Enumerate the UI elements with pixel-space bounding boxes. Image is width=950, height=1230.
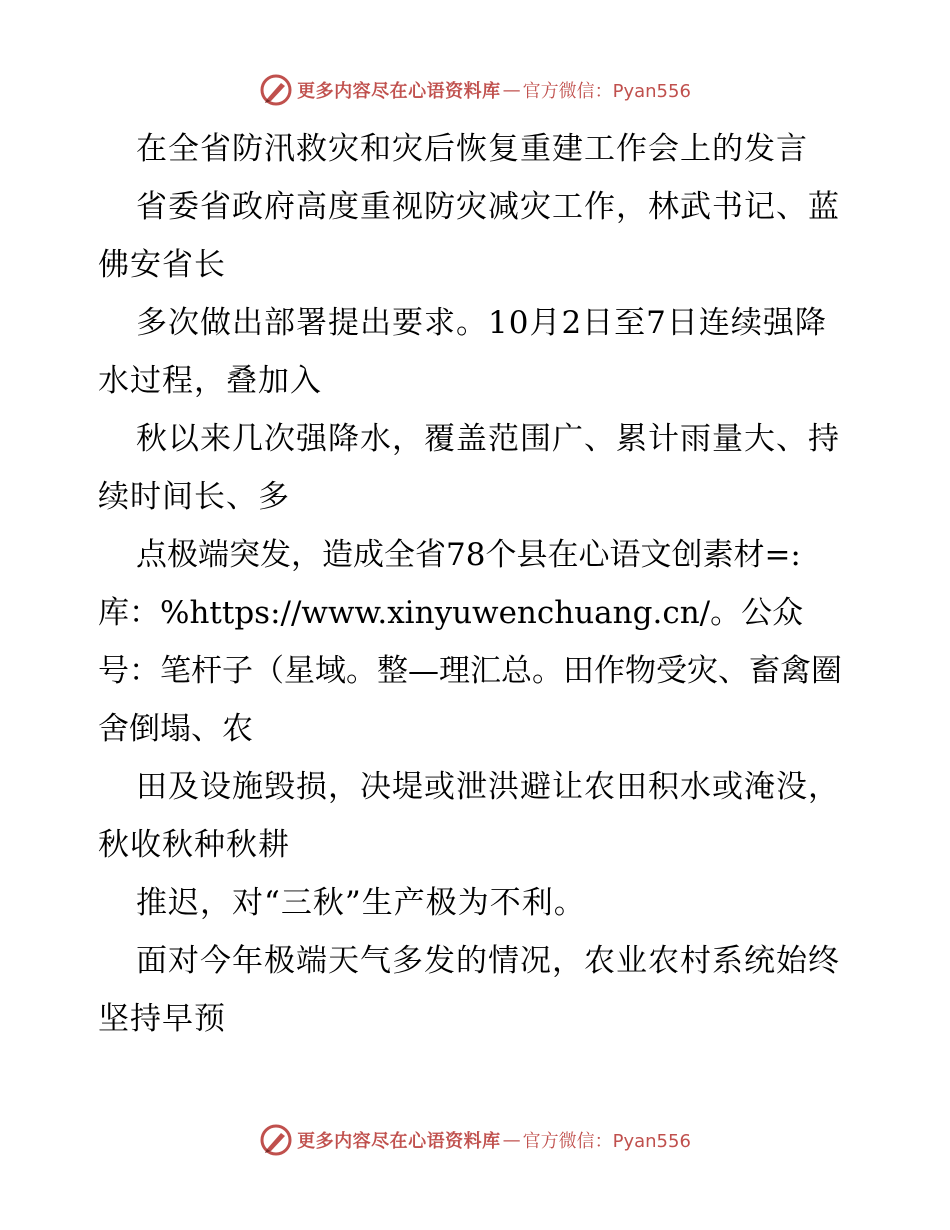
watermark-wechat-text: 官方微信：Pyan556: [522, 1131, 691, 1152]
paragraph: 推迟，对“三秋”生产极为不利。: [136, 885, 586, 921]
paragraph-title: 在全省防汛救灾和灾后恢复重建工作会上的发言: [136, 131, 808, 167]
paragraph: 多次做出部署提出要求。10月2日至7日连续强降水过程，叠加入: [98, 305, 827, 399]
pen-logo-icon: [259, 73, 293, 107]
watermark-dash: —: [502, 79, 521, 101]
paragraph: 秋以来几次强降水，覆盖范围广、累计雨量大、持续时间长、多: [98, 421, 840, 515]
paragraph: 点极端突发，造成全省78个县在心语文创素材=:库：%https://www.xinyuwenchuang.cn/。公众号：笔杆子（星域。整—理汇总。田作物受灾、畜禽圈舍倒塌、农: [98, 537, 842, 747]
paragraph: 面对今年极端天气多发的情况，农业农村系统始终坚持早预: [98, 943, 840, 1037]
paragraph: 田及设施毁损，决堤或泄洪避让农田积水或淹没，秋收秋种秋耕: [98, 769, 840, 863]
watermark-main-text: 更多内容尽在心语资料库: [297, 81, 501, 102]
document-body: [98, 120, 858, 1048]
watermark-dash: —: [502, 1129, 521, 1151]
watermark-main-text: 更多内容尽在心语资料库: [297, 1131, 501, 1152]
pen-logo-icon: [259, 1123, 293, 1157]
paragraph: 省委省政府高度重视防灾减灾工作，林武书记、蓝佛安省长: [98, 189, 840, 283]
watermark-wechat-text: 官方微信：Pyan556: [522, 81, 691, 102]
header-watermark: [0, 70, 950, 110]
footer-watermark: [0, 1120, 950, 1160]
